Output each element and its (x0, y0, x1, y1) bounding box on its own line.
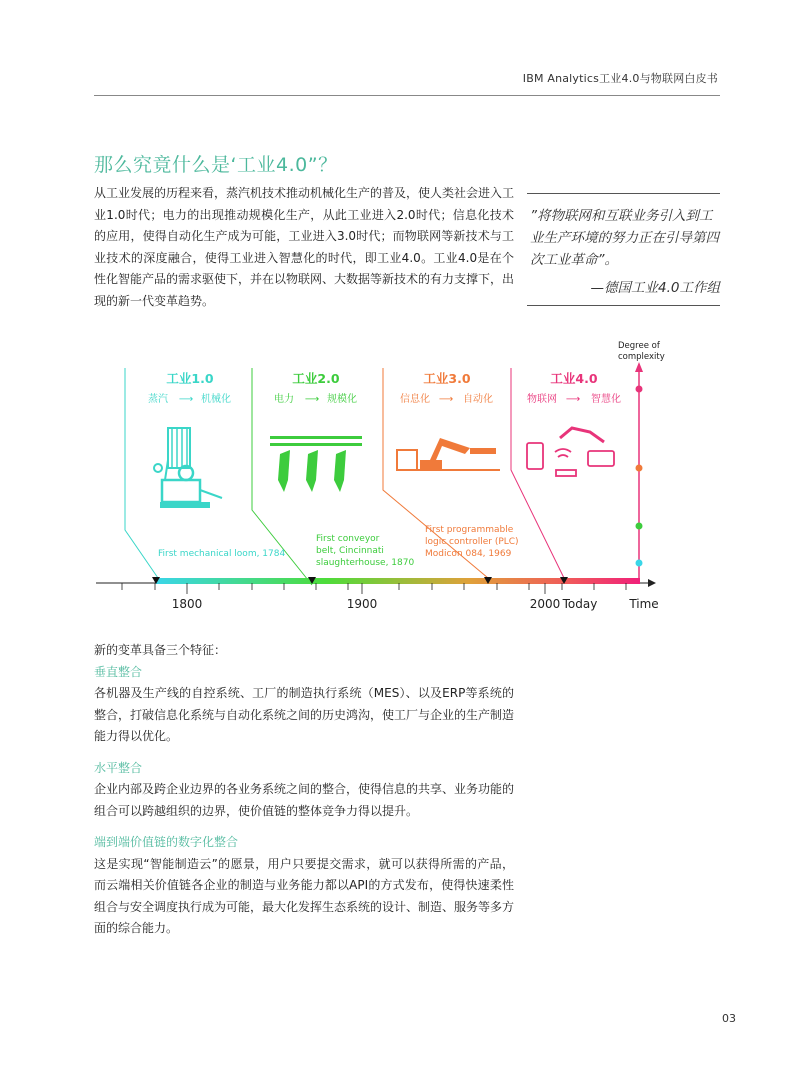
features-section (94, 640, 514, 950)
industry-evolution-diagram (0, 330, 794, 630)
milestone-3-line-3: Modicon 084, 1969 (425, 549, 512, 559)
complexity-axis-arrowhead (635, 362, 643, 372)
page-number: 03 (722, 1012, 736, 1025)
features-lead: 新的变革具备三个特征： (94, 643, 227, 657)
quote-source: —德国工业4.0工作组 (590, 280, 720, 296)
era3-arrow: ⟶ (438, 394, 454, 405)
robot-arm-illustration (397, 438, 500, 470)
complexity-point-1 (636, 560, 643, 567)
era1-title: 工业1.0 (166, 371, 214, 386)
era4-arrow: ⟶ (565, 394, 581, 405)
era3-title: 工业3.0 (423, 371, 471, 386)
feature-3-title: 端到端价值链的数字化整合 (94, 835, 239, 849)
era4-title: 工业4.0 (550, 371, 598, 386)
milestone-3-line-1: First programmable (425, 525, 514, 535)
conveyor-illustration (270, 436, 362, 492)
header-rule (94, 95, 720, 96)
milestone-3-line-2: logic controller (PLC) (425, 537, 519, 547)
era3-from: 信息化 (400, 394, 430, 405)
loom-illustration (154, 428, 222, 508)
era2-arrow: ⟶ (304, 394, 320, 405)
section-title: 那么究竟什么是‘工业4.0”？ (94, 154, 338, 176)
complexity-point-4 (636, 386, 643, 393)
milestone-2-line-3: slaughterhouse, 1870 (316, 558, 415, 568)
complexity-label-line-1: Degree of (618, 341, 660, 351)
devices-illustration (527, 428, 614, 476)
feature-1-body: 各机器及生产线的自控系统、工厂的制造执行系统（MES）、以及ERP等系统的整合，打破信息化系统与自动化系统之间的历史鸿沟，使工厂与企业的生产制造能力得以优化。 (94, 686, 515, 743)
era2-title: 工业2.0 (292, 371, 340, 386)
milestone-2-line-2: belt, Cincinnati (316, 546, 384, 556)
milestone-1-line-1: First mechanical loom, 1784 (158, 549, 286, 559)
tick-label-1900: 1900 (346, 597, 378, 611)
era1-to: 机械化 (201, 394, 231, 405)
era1-from: 蒸汽 (148, 394, 168, 405)
timeline-ticks (122, 583, 626, 594)
feature-3-body: 这是实现“智能制造云”的愿景，用户只要提交需求，就可以获得所需的产品，而云端相关价值链各企业的制造与业务能力都以API的方式发布，使得快速柔性组合与安全调度执行成为可能，最大化发挥生态系统的设计、制造、服务等多方面的综合能力。 (94, 856, 515, 935)
era1-arrow: ⟶ (178, 394, 194, 405)
quote-rule-bottom (527, 305, 720, 306)
pull-quote: ”将物联网和互联业务引入到工业生产环境的努力正在引导第四次工业革命”。 (530, 208, 719, 268)
era2-to: 规模化 (327, 394, 357, 405)
milestone-2-line-1: First conveyor (316, 534, 380, 544)
timeline-gradient-bar (156, 578, 640, 584)
era3-to: 自动化 (463, 394, 493, 405)
timeline-arrowhead (648, 579, 656, 587)
intro-paragraph: 从工业发展的历程来看，蒸汽机技术推动机械化生产的普及，使人类社会进入工业1.0时代；电力的出现推动规模化生产，从此工业进入2.0时代；信息化技术的应用，使得自动化生产成为可能，工业进入3.0时代；而物联网等新技术与工业技术的深度融合，使得工业进入智慧化的时代，即工业4.0。工业4.0是在个性化智能产品的需求驱使下，并在以物联网、大数据等新技术的有力支撑下，出现的新一代变革趋势。 (94, 186, 515, 308)
era2-from: 电力 (274, 394, 294, 405)
feature-2-title: 水平整合 (94, 760, 143, 775)
complexity-label-line-2: complexity (618, 352, 665, 362)
quote-rule-top (527, 193, 720, 194)
tick-label-today: Today (562, 597, 598, 611)
tick-label-2000: 2000 (529, 597, 561, 611)
era4-to: 智慧化 (591, 394, 621, 405)
era4-from: 物联网 (527, 394, 557, 405)
complexity-point-2 (636, 523, 643, 530)
tick-label-1800: 1800 (171, 597, 203, 611)
complexity-point-3 (636, 465, 643, 472)
feature-1-title: 垂直整合 (94, 664, 143, 679)
feature-2-body: 企业内部及跨企业边界的各业务系统之间的整合，使得信息的共享、业务功能的组合可以跨越组织的边界，使价值链的整体竞争力得以提升。 (94, 782, 515, 818)
time-axis-label: Time (629, 597, 659, 611)
header-title: IBM Analytics工业4.0与物联网白皮书 (522, 72, 718, 85)
